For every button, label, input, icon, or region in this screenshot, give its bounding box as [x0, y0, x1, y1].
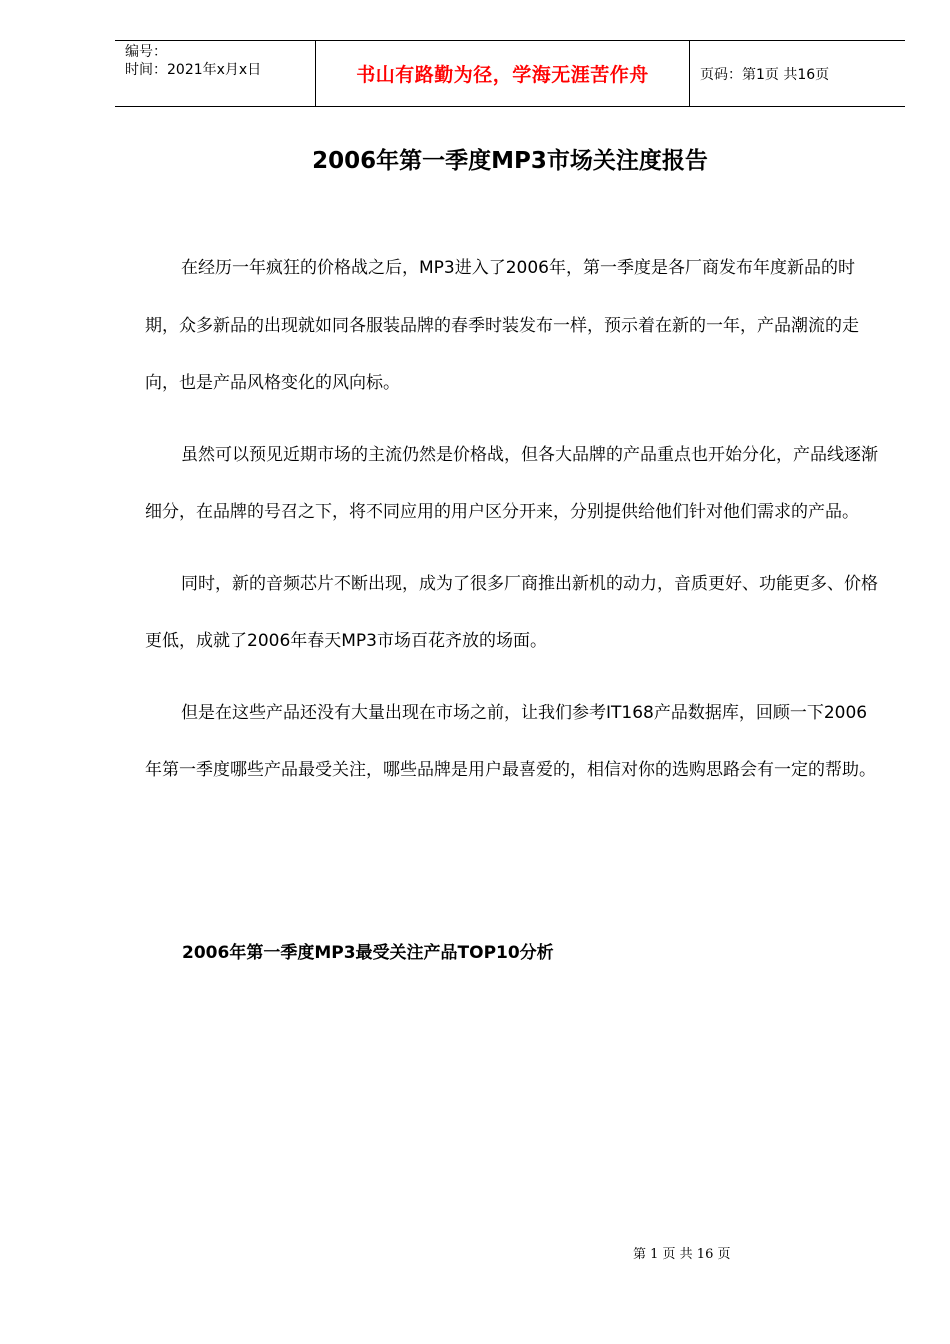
footer-page-number: 第 1 页 共 16 页 — [633, 1247, 731, 1262]
header-motto-cell — [316, 41, 690, 106]
body-paragraph: 在经历一年疯狂的价格战之后，MP3进入了2006年，第一季度是各厂商发布年度新品的时期，众多新品的出现就如同各服装品牌的春季时装发布一样，预示着在新的一年，产品潮流的走向，也是产品风格变化的风向标。 — [145, 258, 859, 393]
document-body — [145, 240, 880, 814]
serial-number-label: 编号： — [125, 44, 167, 60]
body-paragraph: 同时，新的音频芯片不断出现，成为了很多厂商推出新机的动力，音质更好、功能更多、价格更低，成就了2006年春天MP3市场百花齐放的场面。 — [145, 573, 878, 651]
document-title: 2006年第一季度MP3市场关注度报告 — [312, 148, 708, 174]
body-paragraph: 虽然可以预见近期市场的主流仍然是价格战，但各大品牌的产品重点也开始分化，产品线逐渐细分，在品牌的号召之下，将不同应用的用户区分开来，分别提供给他们针对他们需求的产品。 — [145, 444, 878, 522]
section-heading: 2006年第一季度MP3最受关注产品TOP10分析 — [182, 943, 554, 963]
header-meta-cell — [115, 41, 316, 106]
header-page-cell — [690, 41, 905, 106]
header-motto: 书山有路勤为径，学海无涯苦作舟 — [356, 64, 649, 86]
body-paragraph: 但是在这些产品还没有大量出现在市场之前，让我们参考IT168产品数据库，回顾一下2006年第一季度哪些产品最受关注，哪些品牌是用户最喜爱的，相信对你的选购思路会有一定的帮助。 — [145, 702, 876, 780]
date-label: 时间：2021年x月x日 — [125, 62, 262, 78]
page-header — [115, 40, 905, 107]
header-page-info: 页码：第1页 共16页 — [700, 66, 830, 83]
